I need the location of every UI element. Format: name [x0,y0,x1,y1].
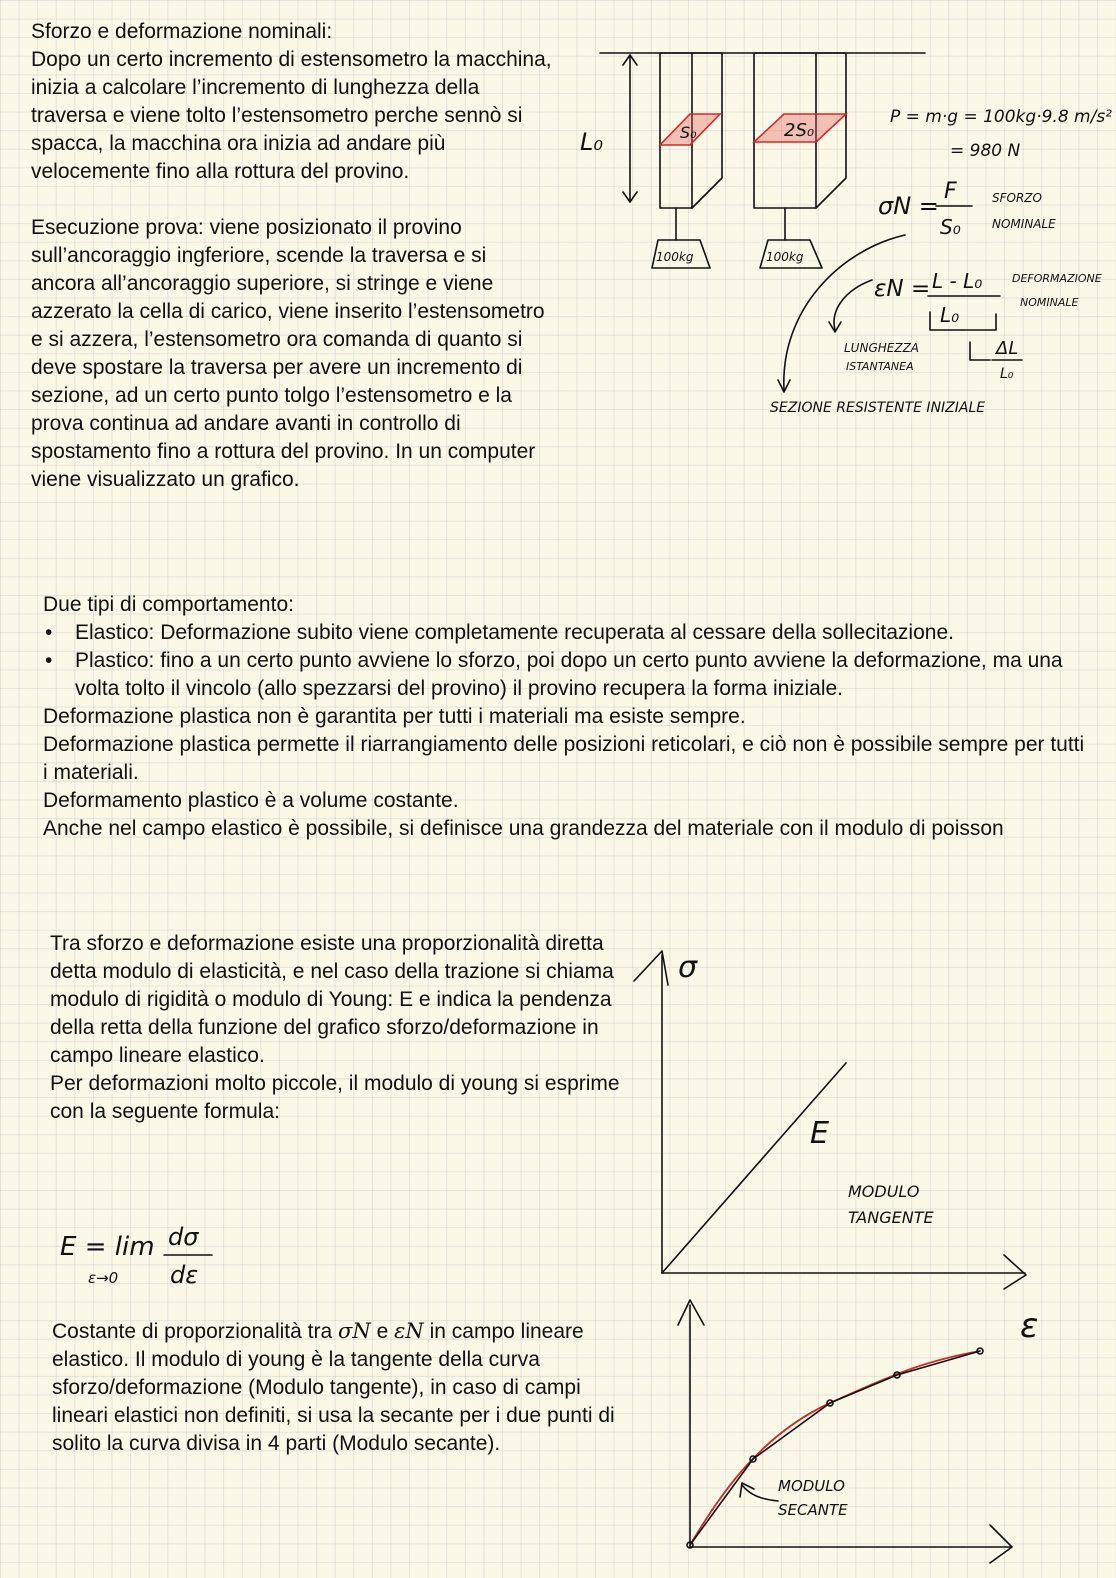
list-item: • Plastico: fino a un certo punto avviene lo sforzo, poi dopo un certo punto avviene la deformazione, ma una volta tolto il vincolo (allo spezzarsi del provino) il provino recupera la forma iniziale. [43,647,1093,703]
note-length-1: LUNGHEZZA [844,341,919,355]
section2-heading: Due tipi di comportamento: [43,593,294,616]
specimen-1 [652,53,722,268]
label-2s0: 2S₀ [784,120,815,141]
weight-1: 100kg [656,250,694,264]
eps-alt-num: ΔL [996,338,1019,359]
p3-sigma: σN [338,1319,371,1343]
section3-paragraph3 [52,1317,642,1458]
elastic-line [662,1063,846,1273]
section2-line: Deformamento plastico è a volume costante. [43,789,459,812]
axis-x-label: ε [1020,1306,1039,1346]
eps-num: L - L₀ [932,269,983,293]
section1-title: Sforzo e deformazione nominali: [31,20,333,43]
graph2-note-2: SECANTE [778,1501,848,1519]
list-item: • Elastico: Deformazione subito viene completamente recuperata al cessare della sollecitazione. [43,619,1093,647]
section2-line: Anche nel campo elastico è possibile, si definisce una grandezza del materiale con il modulo di poisson [43,817,1004,840]
section2-line: Deformazione plastica permette il riarrangiamento delle posizioni reticolari, e ciò non è possibile sempre per tutti i materiali. [43,733,1085,784]
sigma-note-2: NOMINALE [992,217,1056,231]
line-label: E [810,1116,829,1151]
eps-note-2: NOMINALE [1020,296,1079,309]
section3-text [50,930,620,1126]
secant-modulus-graph [660,1285,1040,1575]
specimen-2 [754,53,846,268]
weight-2: 100kg [766,250,804,264]
section1-text [31,18,556,494]
sigma-num: F [944,179,957,204]
note-section: SEZIONE RESISTENTE INIZIALE [770,400,986,416]
sigma-note-1: SFORZO [992,191,1042,205]
eps-lhs: εN = [874,276,931,302]
behaviour-list [43,619,1093,703]
sigma-den: S₀ [940,215,961,239]
label-l0: L₀ [580,128,603,156]
sigma-lhs: σN = [878,192,939,220]
graph2-note-1: MODULO [778,1477,845,1495]
label-s0: S₀ [680,123,697,142]
formula-e-lim: E = lim [60,1232,155,1262]
formula-sub: ε→0 [88,1269,119,1287]
tensile-test-sketch [560,30,1112,430]
section3-paragraph2: Per deformazioni molto piccole, il modulo di young si esprime con la seguente formula: [50,1072,620,1123]
p3-and: e [376,1320,389,1343]
p3-eps: εN [394,1319,424,1343]
formula-p: P = m·g = 100kg·9.8 m/s² [890,107,1112,127]
tangent-modulus-graph [620,935,1070,1345]
section2-text [43,591,1093,843]
formula-num: dσ [168,1223,199,1251]
graph1-note-2: TANGENTE [848,1208,934,1227]
section1-paragraph1: Dopo un certo incremento di estensometro la macchina, inizia a calcolare l’incremento di lunghezza della traversa e viene tolto l’estensometro perche sennò si spacca, la macchina ora inizia ad andare più velocemente fino alla rottura del provino. [31,48,552,183]
formula-den: dε [170,1261,199,1289]
eps-den: L₀ [940,303,960,327]
section1-paragraph2: Esecuzione prova: viene posizionato il provino sull’ancoraggio ingferiore, scende la traversa e si ancora all’ancoraggio superiore, si stringe e viene azzerato la cella di carico, viene inserito l’estensometro e si azzera, l’estensometro ora comanda di quanto si deve spostare la traversa per avere un incremento di sezione, ad un certo punto tolgo l’estensometro e la prova continua ad andare avanti in controllo di spostamento fino a rottura del provino. In un computer viene visualizzato un grafico. [31,216,545,491]
eps-alt-den: L₀ [1000,366,1014,382]
graph1-note-1: MODULO [848,1182,920,1201]
eps-note-1: DEFORMAZIONE [1012,272,1102,285]
formula-p-result: = 980 N [950,141,1021,161]
section3-paragraph1: Tra sforzo e deformazione esiste una proporzionalità diretta detta modulo di elasticità, e nel caso della trazione si chiama modulo di rigidità o modulo di Young: E e indica la pendenza della retta della funzione del grafico sforzo/deformazione in campo lineare elastico. [50,932,614,1067]
young-modulus-formula [60,1215,240,1295]
p3-before: Costante di proporzionalità tra [52,1320,333,1343]
p3-after: in campo lineare elastico. Il modulo di young è la tangente della curva sforzo/deformazione (Modulo tangente), in caso di campi lineari elastici non definiti, si usa la secante per i due punti di solito la curva divisa in 4 parti (Modulo secante). [52,1320,615,1455]
section2-line: Deformazione plastica non è garantita per tutti i materiali ma esiste sempre. [43,705,746,728]
axis-y-label: σ [678,950,698,985]
note-length-2: ISTANTANEA [846,360,914,373]
